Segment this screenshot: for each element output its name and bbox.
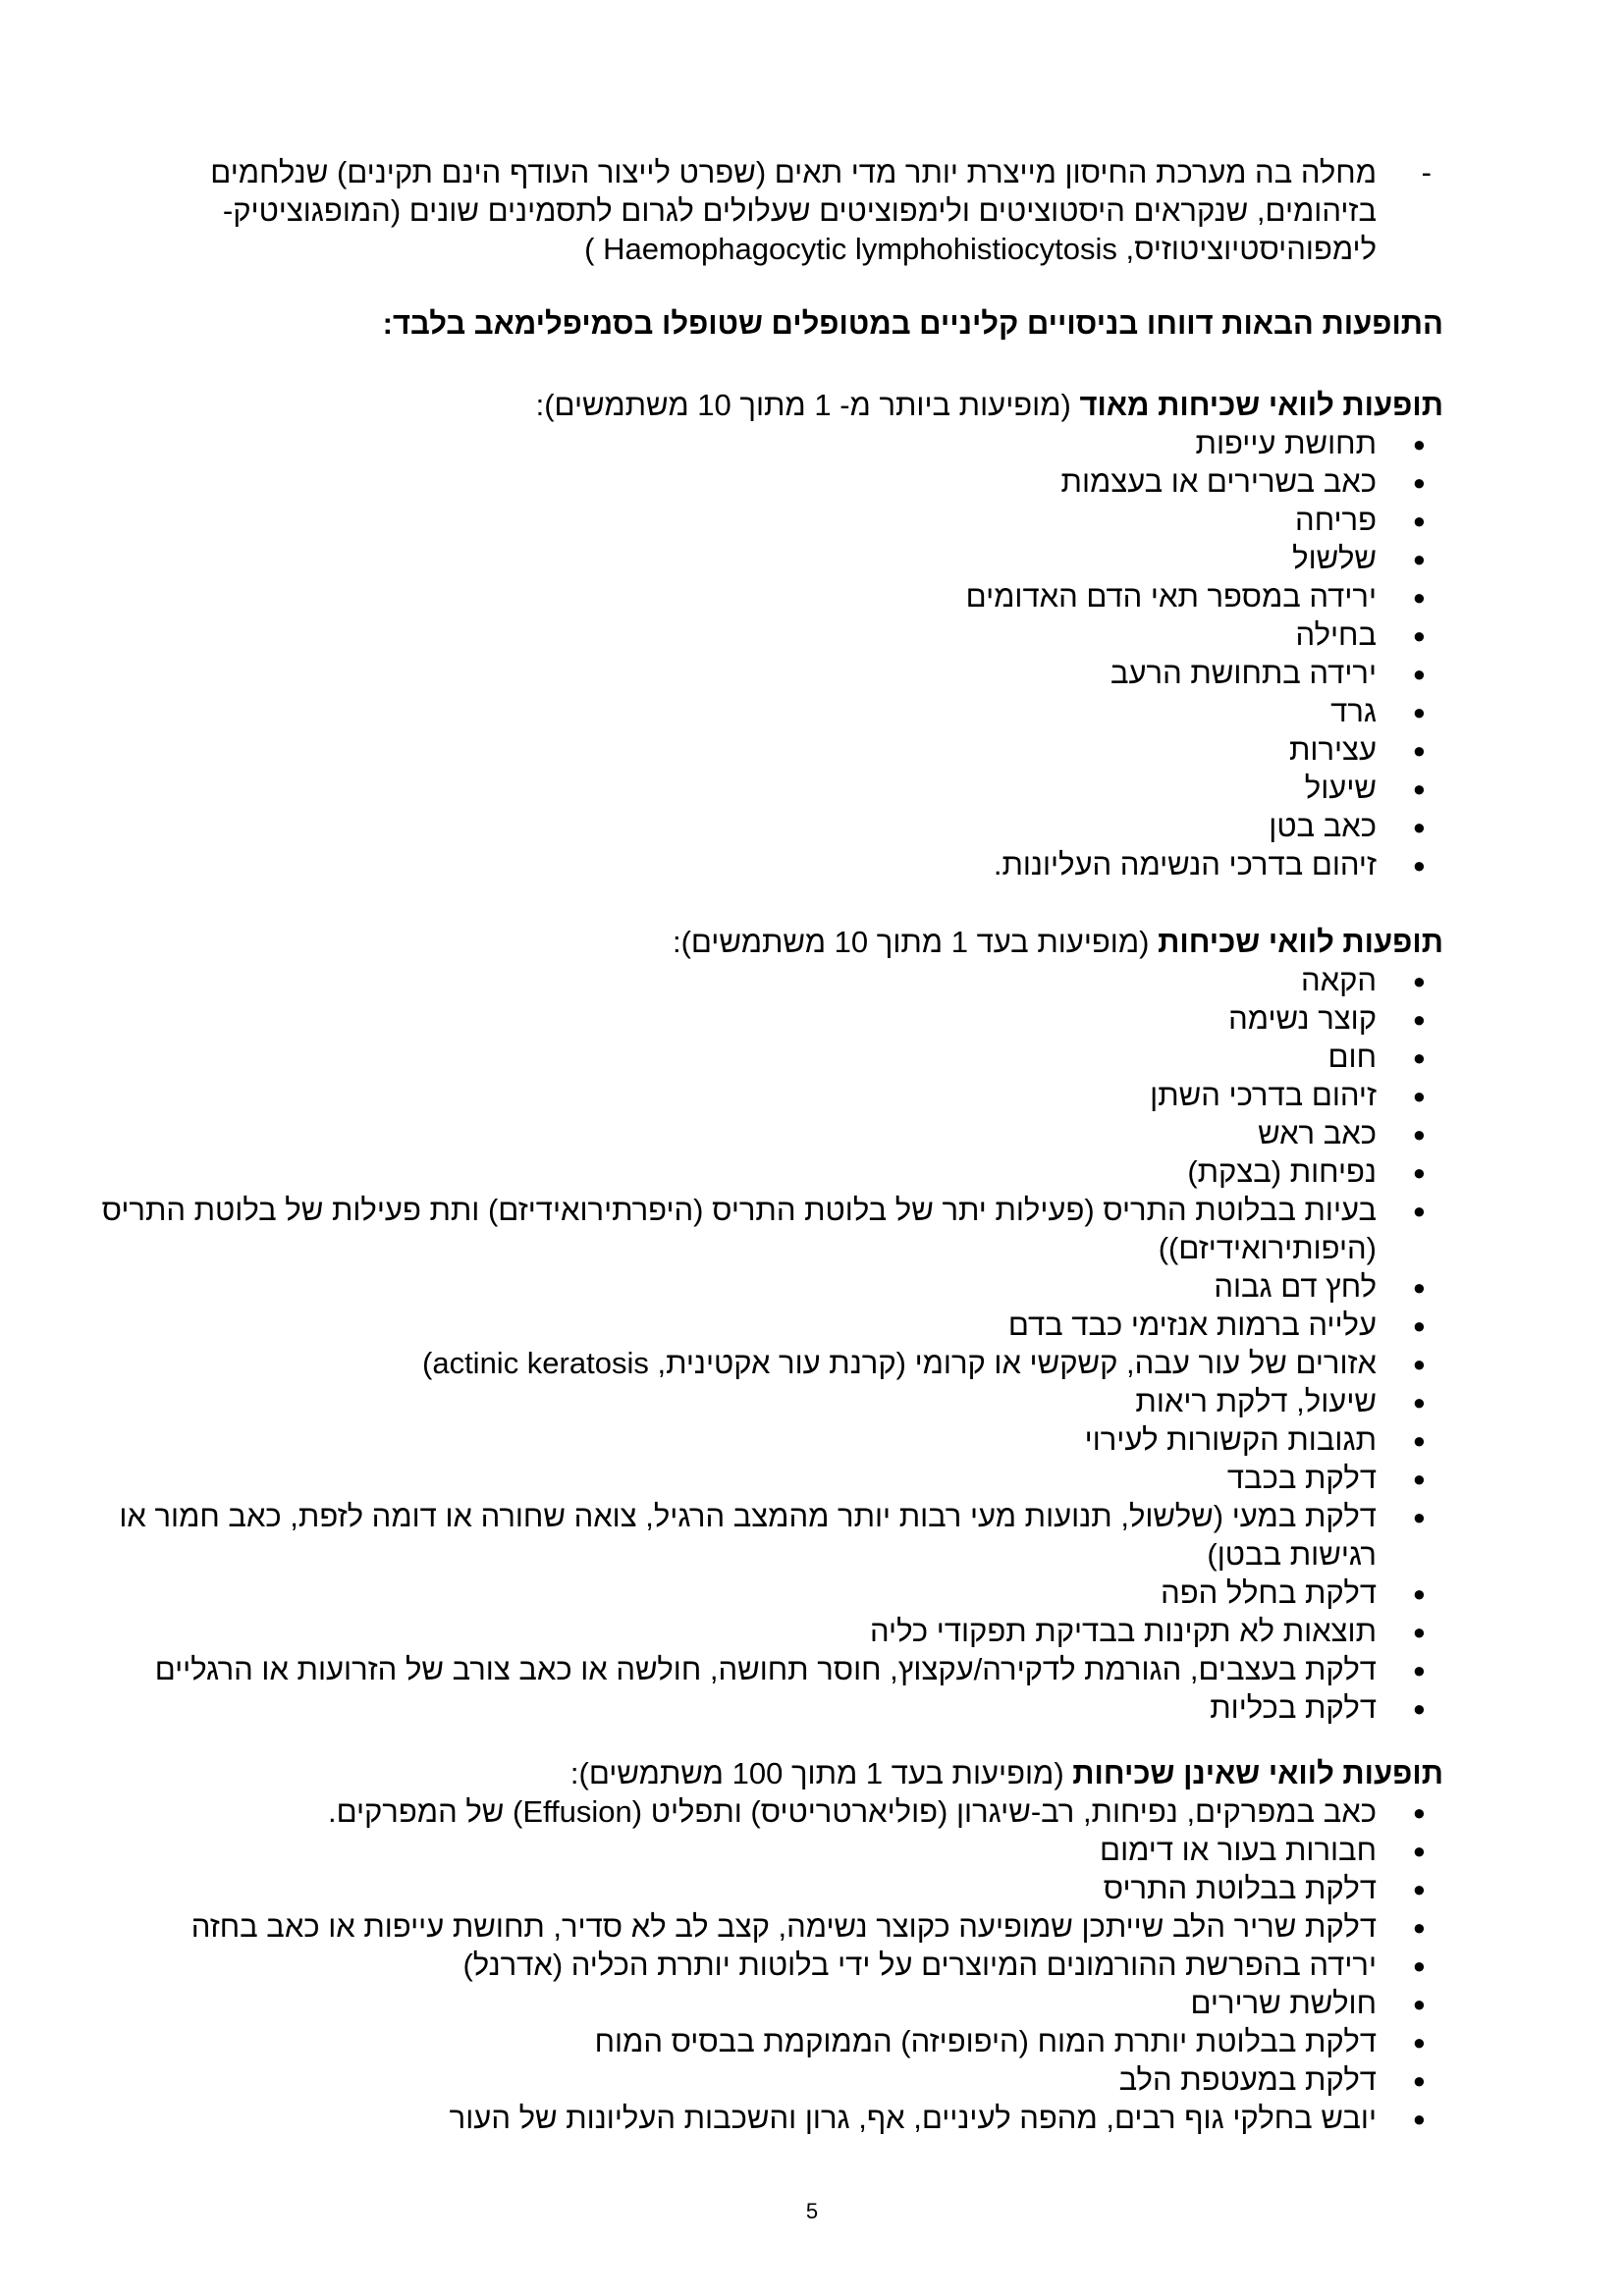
bullet-icon: ● [1412,1620,1426,1644]
bullet-icon: ● [1412,1045,1426,1070]
bullet-icon: ● [1412,1275,1426,1300]
bullet-icon: ● [1412,2107,1426,2131]
list-item [49,501,1443,539]
bullet-icon: ● [1412,585,1426,610]
bullet-icon: ● [1412,776,1426,801]
bullet-icon: ● [1412,1160,1426,1185]
list-item-text: הקאה [1300,963,1377,997]
section-title-rest: (מופיעות ביותר מ- 1 מתוך 10 משתמשים): [535,388,1080,422]
list-item [49,845,1443,883]
bullet-icon: ● [1412,2068,1426,2093]
list-item [49,615,1443,654]
bullet-icon: ● [1412,1992,1426,2016]
list-item [49,961,1443,999]
list-item-text: שיעול, דלקת ריאות [1135,1384,1377,1418]
bullet-icon: ● [1412,1084,1426,1108]
list-item-text: חבורות בעור או דימום [1100,1833,1377,1867]
list-item [49,424,1443,462]
bullet-icon: ● [1412,1352,1426,1376]
list-item-text: דלקת בכבד [1226,1461,1377,1495]
bullet-icon: ● [1412,700,1426,724]
section-title-bold: תופעות לוואי שכיחות מאוד [1079,388,1443,422]
very-common-section [49,386,1443,883]
list-item [49,2099,1443,2137]
list-item-text: ירידה בהפרשת ההורמונים המיוצרים על ידי בלוטות יותרת הכליה (אדרנל) [462,1948,1377,1982]
bullet-icon: ● [1412,1696,1426,1721]
list-item-text: חום [1327,1040,1377,1074]
bullet-icon: ● [1412,1122,1426,1147]
section-title [49,386,1443,424]
list-item [49,692,1443,730]
list-item [49,1984,1443,2022]
intro-line: לימפוהיסטיוציטוזיס, Haemophagocytic lymphohistiocytosis ) [584,232,1377,266]
list-item [49,1869,1443,1907]
bullet-icon: ● [1412,1800,1426,1825]
section-title-rest: (מופיעות בעד 1 מתוך 100 משתמשים): [569,1756,1073,1790]
bullet-icon: ● [1412,623,1426,648]
list-item [49,1382,1443,1420]
bullet-icon: ● [1412,738,1426,763]
bullet-icon: ● [1412,1581,1426,1606]
bullet-icon: ● [1412,1839,1426,1863]
list-item [49,1497,1443,1574]
list-item-text: קוצר נשימה [1228,1001,1377,1036]
list-item [49,2060,1443,2099]
bullet-icon: ● [1412,1007,1426,1032]
list-item [49,2022,1443,2060]
bullet-icon: ● [1412,1428,1426,1453]
list-item [49,999,1443,1038]
list-item [49,1907,1443,1946]
list-item-text: שלשול [1292,541,1377,575]
list-item [49,1267,1443,1306]
list-item-text: דלקת בעצבים, הגורמת לדקירה/עקצוץ, חוסר תחושה, חולשה או כאב צורב של הזרועות או הרגליים [154,1652,1377,1686]
intro-line: מחלה בה מערכת החיסון מייצרת יותר מדי תאים (שפרט לייצור העודף הינם תקינים) שנלחמים [210,155,1377,189]
list-item [49,1831,1443,1869]
list-item [49,1114,1443,1152]
section-title-rest: (מופיעות בעד 1 מתוך 10 משתמשים): [672,925,1159,959]
list-item [49,1650,1443,1688]
bullet-icon: ● [1412,815,1426,839]
list-item [49,1612,1443,1650]
list-item-text: דלקת שריר הלב שייתכן שמופיעה כקוצר נשימה, קצב לב לא סדיר, תחושת עייפות או כאב בחזה [190,1909,1377,1944]
list-item [49,1038,1443,1076]
bullet-icon: ● [1412,1467,1426,1491]
dash-marker: - [1421,155,1432,189]
list-item-text: תחושת עייפות [1195,426,1377,460]
bullet-icon: ● [1412,2030,1426,2055]
section-heading: התופעות הבאות דווחו בניסויים קליניים במטופלים שטופלו בסמיפלימאב בלבד: [382,306,1443,341]
intro-line: בזיהומים, שנקראים היסטוציטים ולימפוציטים שעלולים לגרום לתסמינים שונים (המופגוציטיק- [222,193,1377,228]
bullet-icon: ● [1412,1877,1426,1901]
bullet-icon: ● [1412,1953,1426,1978]
list-item-text: יובש בחלקי גוף רבים, מהפה לעיניים, אף, גרון והשכבות העליונות של העור [449,2101,1377,2135]
bullet-icon: ● [1412,547,1426,571]
page-number: 5 [805,2199,819,2223]
side-effect-list [49,424,1443,883]
common-section [49,923,1443,1727]
list-item-text: תוצאות לא תקינות בבדיקת תפקודי כליה [870,1614,1377,1648]
list-item-text: זיהום בדרכי הנשימה העליונות. [993,847,1377,881]
bullet-icon: ● [1412,470,1426,495]
list-item-text: שיעול [1304,771,1377,805]
list-item-text: דלקת בבלוטת יותרת המוח (היפופיזה) הממוקמת בבסיס המוח [594,2024,1377,2058]
uncommon-section [49,1754,1443,2137]
list-item-text: נפיחות (בצקת) [1187,1154,1377,1189]
list-item [49,1792,1443,1831]
section-title [49,923,1443,961]
list-item [49,1420,1443,1459]
list-item-text: בעיות בבלוטת התריס (פעילות יתר של בלוטת התריס (היפרתירואידיזם) ותת פעילות של בלוטת התריס (היפותירואידיזם)) [101,1193,1377,1265]
list-item [49,807,1443,845]
list-item [49,1344,1443,1382]
list-item [49,1574,1443,1612]
section-title [49,1754,1443,1792]
list-item-text: ירידה בתחושת הרעב [1110,656,1377,690]
list-item-text: עצירות [1288,732,1377,767]
list-item-text: כאב בשרירים או בעצמות [1060,464,1377,499]
bullet-icon: ● [1412,1505,1426,1529]
list-item-text: כאב בטן [1269,809,1377,843]
list-item-text: דלקת במעטפת הלב [1118,2062,1377,2097]
list-item-text: דלקת במעי (שלשול, תנועות מעי רבות יותר מהמצב הרגיל, צואה שחורה או דומה לזפת, כאב חמור או רגישות בבטן) [119,1499,1377,1572]
bullet-icon: ● [1412,662,1426,686]
list-item-text: ירידה במספר תאי הדם האדומים [965,579,1377,614]
list-item-text: דלקת בכליות [1210,1690,1377,1725]
list-item-text: פריחה [1295,503,1377,537]
list-item-text: לחץ דם גבוה [1214,1269,1377,1304]
list-item [49,1946,1443,1984]
list-item-text: חולשת שרירים [1190,1986,1377,2020]
list-item [49,1076,1443,1114]
list-item [49,1459,1443,1497]
list-item-text: כאב ראש [1258,1116,1377,1150]
list-item [49,730,1443,769]
section-title-bold: תופעות לוואי שכיחות [1158,925,1443,959]
list-item [49,1191,1443,1267]
list-item [49,462,1443,501]
list-item-text: תגובות הקשורות לעירוי [1084,1422,1377,1457]
list-item-text: אזורים של עור עבה, קשקשי או קרומי (קרנת עור אקטינית, actinic keratosis) [422,1346,1377,1380]
bullet-icon: ● [1412,1658,1426,1682]
side-effect-list [49,1792,1443,2137]
list-item [49,1688,1443,1727]
list-item-text: זיהום בדרכי השתן [1150,1078,1377,1112]
bullet-icon: ● [1412,1199,1426,1223]
intro-paragraph [139,153,1432,268]
list-item [49,1306,1443,1344]
bullet-icon: ● [1412,1313,1426,1338]
list-item [49,769,1443,807]
list-item-text: דלקת בבלוטת התריס [1103,1871,1377,1905]
list-item-text: כאב במפרקים, נפיחות, רב-שיגרון (פוליארטריטיס) ותפליט (Effusion) של המפרקים. [327,1794,1377,1829]
section-title-bold: תופעות לוואי שאינן שכיחות [1072,1756,1443,1790]
bullet-icon: ● [1412,1390,1426,1415]
list-item-text: דלקת בחלל הפה [1161,1575,1377,1610]
list-item-text: עלייה ברמות אנזימי כבד בדם [1007,1308,1377,1342]
bullet-icon: ● [1412,969,1426,993]
list-item [49,539,1443,577]
bullet-icon: ● [1412,432,1426,456]
bullet-icon: ● [1412,1915,1426,1940]
list-item [49,1152,1443,1191]
bullet-icon: ● [1412,508,1426,533]
list-item-text: גרד [1330,694,1377,728]
list-item [49,654,1443,692]
bullet-icon: ● [1412,853,1426,878]
list-item-text: בחילה [1295,617,1377,652]
side-effect-list [49,961,1443,1727]
list-item [49,577,1443,615]
